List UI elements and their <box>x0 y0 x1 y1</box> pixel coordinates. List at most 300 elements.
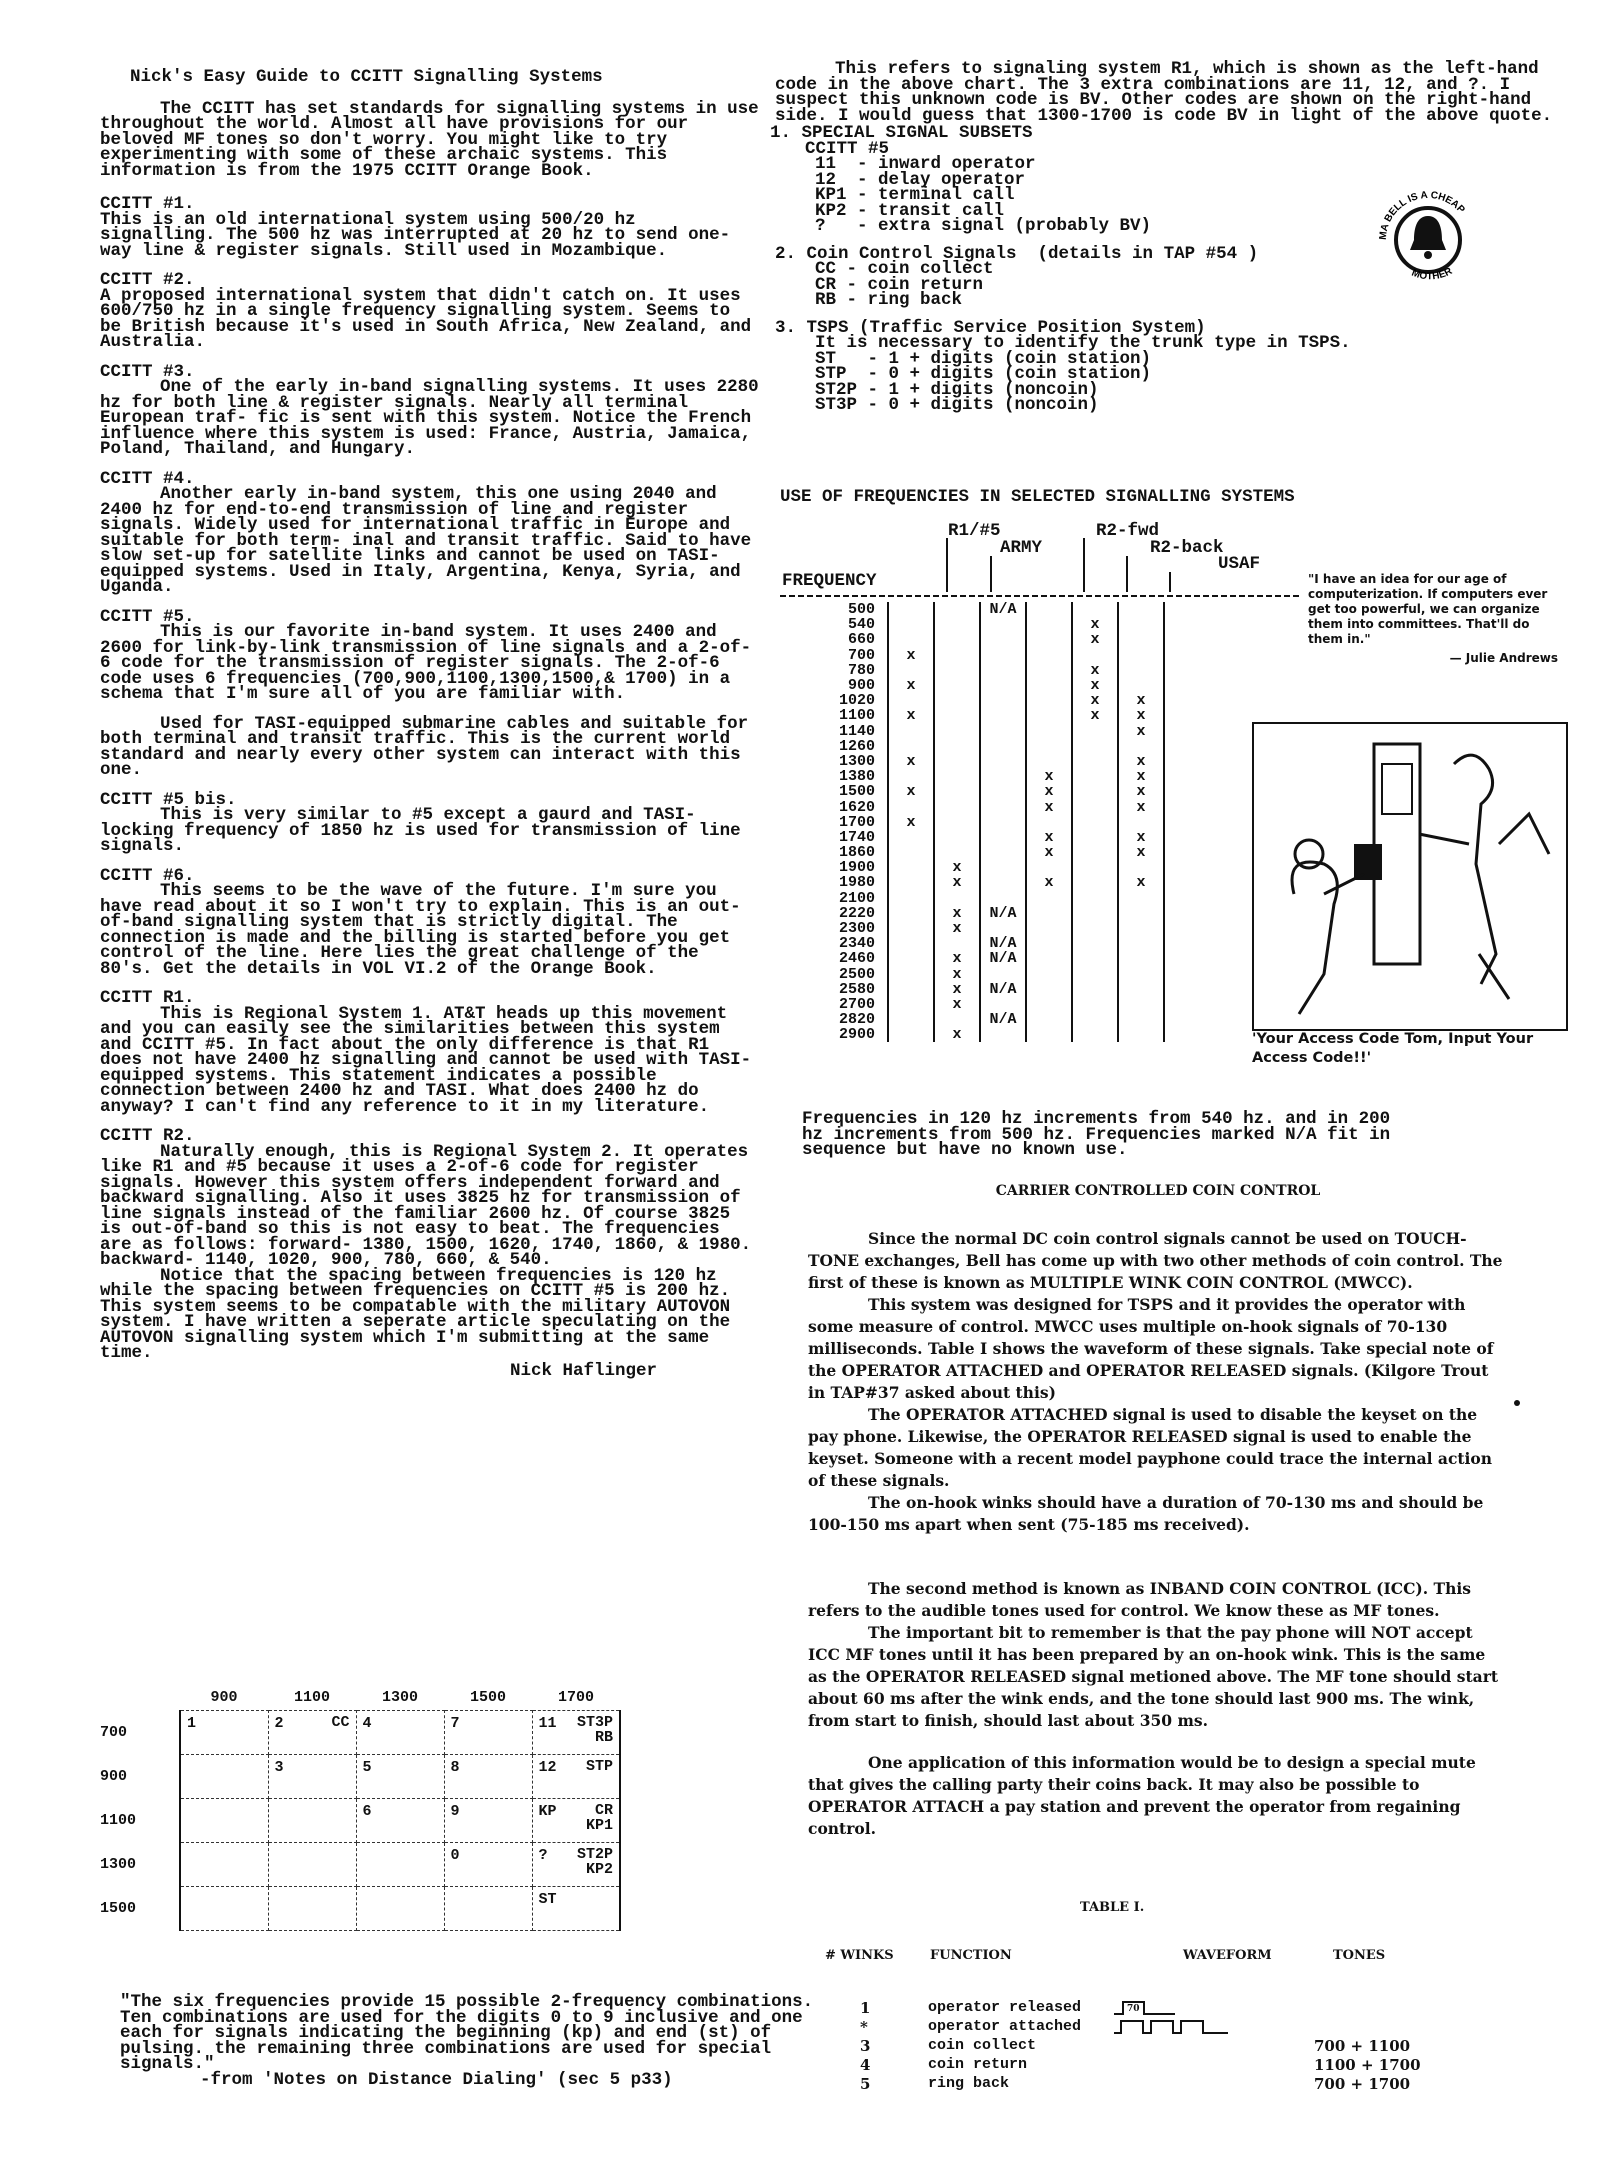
waveform <box>1114 2001 1314 2015</box>
grid-cell <box>356 1754 444 1798</box>
freq-row <box>780 754 1164 769</box>
freq-mark <box>1026 724 1072 739</box>
freq-mark <box>980 739 1026 754</box>
freq-mark <box>1072 830 1118 845</box>
freq-row <box>780 632 1164 647</box>
table-row <box>860 1998 1560 2017</box>
freq-mark <box>1072 648 1118 663</box>
grid-cell <box>444 1798 532 1842</box>
freq-mark <box>1072 724 1118 739</box>
freq-mark <box>1118 648 1164 663</box>
freq-mark <box>980 967 1026 982</box>
table-row <box>860 2074 1560 2093</box>
freq-mark: N/A <box>980 906 1026 921</box>
freq-mark <box>980 921 1026 936</box>
freq-mark: x <box>1026 845 1072 860</box>
logo-text-bottom: MOTHER <box>1409 265 1455 283</box>
freq-mark <box>1026 1012 1072 1027</box>
freq-mark <box>934 724 980 739</box>
julie-andrews-quote <box>1308 572 1558 666</box>
grid-row-700 <box>100 1710 620 1754</box>
freq-mark <box>1118 967 1164 982</box>
freq-value: 2300 <box>838 920 875 938</box>
freq-mark <box>1072 951 1118 966</box>
freq-value: 2340 <box>838 935 875 953</box>
winks-count: 3 <box>860 2036 871 2055</box>
tsps-signals <box>775 317 1555 415</box>
freq-mark <box>1118 860 1164 875</box>
grid-cell-code: 12 <box>538 1758 557 1776</box>
freq-mark: x <box>934 951 980 966</box>
freq-mark <box>1072 982 1118 997</box>
grid-cell <box>180 1710 268 1754</box>
winks-count: 4 <box>860 2055 871 2074</box>
freq-row <box>780 799 1164 814</box>
freq-mark: x <box>1118 769 1164 784</box>
grid-cell-extra: ST3P RB <box>576 1713 613 1746</box>
freq-mark: x <box>934 860 980 875</box>
ccc-paragraph: The on-hook winks should have a duration of 70-130 ms and should be 100-150 ms apart when sent (75-185 ms received). <box>808 1493 1484 1534</box>
section-heading: CCITT #1. <box>100 194 195 214</box>
freq-mark <box>980 860 1026 875</box>
freq-mark <box>1026 648 1072 663</box>
freq-mark <box>888 906 934 921</box>
freq-row <box>780 693 1164 708</box>
freq-mark <box>1118 632 1164 647</box>
grid-column-headers <box>100 1680 620 1710</box>
freq-mark <box>1072 1012 1118 1027</box>
freq-mark <box>888 1012 934 1027</box>
r1-intro: This refers to signaling system R1, which is shown as the left-hand code in the above chart. The 3 extra combinations are 11, 12, and ?. I suspect this unknown code is BV. Other codes are shown on the right-hand side. I would guess that 1300-1700 is code BV in light of the above quote. <box>775 59 1553 126</box>
freq-row <box>780 951 1164 966</box>
grid-cell <box>444 1710 532 1754</box>
freq-mark <box>1026 921 1072 936</box>
freq-mark: x <box>1118 845 1164 860</box>
subset-item: 11 - inward operator <box>815 154 1036 174</box>
freq-row <box>780 1012 1164 1027</box>
freq-mark <box>934 891 980 906</box>
cartoon-drawing <box>1254 724 1566 1029</box>
freq-mark <box>980 1027 1026 1042</box>
waveform <box>1114 2020 1314 2034</box>
freq-mark: x <box>1118 799 1164 814</box>
freq-mark <box>888 830 934 845</box>
freq-mark <box>1118 1012 1164 1027</box>
grid-cell <box>444 1842 532 1886</box>
footnote-quote <box>120 1992 840 2090</box>
freq-value: 2820 <box>838 1011 875 1029</box>
freq-value: 2460 <box>838 950 875 968</box>
freq-header-r1: R1/#5 <box>948 521 1001 541</box>
freq-value: 1620 <box>838 798 875 816</box>
freq-mark <box>1026 754 1072 769</box>
ccc-paragraph: Since the normal DC coin control signals cannot be used on TOUCH-TONE exchanges, Bell has come up with two other methods of coin control. The first of these is known as MULTIPLE WINK COIN CONTROL (MWCC). <box>808 1229 1503 1292</box>
freq-mark: N/A <box>980 602 1026 617</box>
freq-mark <box>1026 617 1072 632</box>
function-name: coin collect <box>928 2037 1037 2054</box>
freq-mark: x <box>888 648 934 663</box>
freq-mark <box>888 936 934 951</box>
freq-value: 900 <box>847 677 875 695</box>
wave-pulse: 70 <box>1122 2001 1145 2015</box>
subset-item: ? - extra signal (probably BV) <box>815 216 1152 236</box>
grid-cell <box>532 1886 620 1930</box>
grid-cell-code: 0 <box>450 1846 460 1864</box>
bell-icon <box>1368 180 1488 300</box>
freq-mark <box>934 754 980 769</box>
section-ccitt6 <box>100 865 760 979</box>
ccc-paragraph: The important bit to remember is that the pay phone will NOT accept ICC MF tones until it has been prepared by an on-hook wink. This is the same as the OPERATOR RELEASED signal metioned above. The MF tone should start about 60 ms after the wink ends, and the tone should last 900 ms. The wink, from start to finish, should last about 350 ms. <box>808 1623 1499 1730</box>
winks-count: 5 <box>860 2074 871 2093</box>
footnote-text: "The six frequencies provide 15 possible 2-frequency combinations. Ten combinations are used for the digits 0 to 9 inclusive and one each for signals indicating the beginning (kp) and end (st) of pulsing. the remaining three combinations are used for special signals." <box>120 1992 814 2074</box>
subset-item: KP1 - terminal call <box>815 185 1015 205</box>
freq-row <box>780 997 1164 1012</box>
freq-row <box>780 921 1164 936</box>
grid-row-1500 <box>100 1886 620 1930</box>
freq-mark: x <box>1026 799 1072 814</box>
section-body: This is Regional System 1. AT&T heads up this movement and you can easily see the similarities between this system and CCITT #5. In fact about the only difference is that R1 does not have 2400 hz signalling and cannot be used with TASI-equipped systems. This statement indicates a possible connection between 2400 hz and TASI. What does 2400 hz do anyway? I can't find any reference to it in my literature. <box>100 1003 752 1117</box>
freq-mark <box>1072 739 1118 754</box>
grid-row-900 <box>100 1754 620 1798</box>
freq-mark <box>1072 799 1118 814</box>
two-of-six-grid <box>100 1680 621 1931</box>
freq-mark <box>888 982 934 997</box>
freq-row <box>780 724 1164 739</box>
freq-mark <box>980 815 1026 830</box>
freq-mark <box>980 769 1026 784</box>
freq-row <box>780 982 1164 997</box>
wave-pulse <box>1180 2020 1204 2034</box>
freq-row <box>780 678 1164 693</box>
freq-mark <box>934 830 980 845</box>
freq-value: 1380 <box>838 768 875 786</box>
freq-mark <box>1118 982 1164 997</box>
freq-row <box>780 815 1164 830</box>
freq-mark: x <box>934 1027 980 1042</box>
freq-row <box>780 860 1164 875</box>
tsps-line: It is necessary to identify the trunk type in TSPS. <box>815 333 1351 353</box>
freq-mark <box>934 648 980 663</box>
section-ccitt1 <box>100 194 760 261</box>
freq-mark: x <box>1118 784 1164 799</box>
grid-cell <box>356 1710 444 1754</box>
freq-row <box>780 708 1164 723</box>
freq-mark: x <box>1072 617 1118 632</box>
grid-cell <box>356 1886 444 1930</box>
freq-mark: x <box>1118 708 1164 723</box>
freq-mark <box>1072 754 1118 769</box>
freq-mark <box>980 663 1026 678</box>
freq-value: 1700 <box>838 813 875 831</box>
freq-mark <box>1072 997 1118 1012</box>
grid-cell <box>356 1798 444 1842</box>
freq-mark <box>1118 663 1164 678</box>
freq-row <box>780 617 1164 632</box>
freq-mark <box>980 830 1026 845</box>
freq-mark: x <box>1118 875 1164 890</box>
grid-cell <box>180 1842 268 1886</box>
freq-mark: x <box>888 815 934 830</box>
freq-mark: x <box>1118 754 1164 769</box>
grid-cell-extra: ST2P KP2 <box>576 1845 613 1878</box>
freq-value: 1020 <box>838 692 875 710</box>
freq-mark <box>1072 845 1118 860</box>
freq-mark <box>980 845 1026 860</box>
grid-cell <box>532 1710 620 1754</box>
coin-item: CR - coin return <box>815 274 984 295</box>
freq-value: 1300 <box>838 752 875 770</box>
freq-mark: x <box>934 997 980 1012</box>
grid-cell-code: 2 <box>274 1714 284 1732</box>
section-heading: CCITT #5. <box>100 606 195 627</box>
grid-corner <box>100 1680 180 1710</box>
freq-row <box>780 602 1164 617</box>
freq-mark <box>1118 891 1164 906</box>
freq-mark <box>980 997 1026 1012</box>
grid-cell <box>268 1710 356 1754</box>
freq-mark <box>888 845 934 860</box>
freq-mark <box>1026 815 1072 830</box>
grid-cell <box>532 1842 620 1886</box>
freq-mark <box>980 708 1026 723</box>
table-header: # WINKS <box>825 1948 894 1963</box>
freq-value: 2700 <box>838 995 875 1013</box>
freq-note: Frequencies in 120 hz increments from 540 hz. and in 200 hz increments from 500 hz. Frequencies marked N/A fit in sequence but have no known use. <box>802 1109 1391 1160</box>
coin-heading: 2. Coin Control Signals (details in TAP #54 ) <box>775 243 1259 264</box>
freq-value: 1260 <box>838 737 875 755</box>
grid-col-header: 1700 <box>557 1688 594 1706</box>
freq-mark <box>1072 875 1118 890</box>
left-column <box>100 67 760 1381</box>
freq-mark: x <box>934 921 980 936</box>
freq-mark <box>934 708 980 723</box>
freq-mark <box>1072 906 1118 921</box>
freq-mark <box>1118 936 1164 951</box>
freq-mark <box>1118 815 1164 830</box>
freq-value: 1140 <box>838 722 875 740</box>
ccc-paragraph: One application of this information would be to design a special mute that gives the calling party their coins back. It may also be possible to OPERATOR ATTACH a pay station and prevent the operator from regaining control. <box>808 1753 1476 1838</box>
freq-mark <box>1026 1027 1072 1042</box>
wave-segment <box>1114 2001 1122 2015</box>
section-heading: CCITT #2. <box>100 270 195 290</box>
freq-mark: N/A <box>980 982 1026 997</box>
ccc-paragraph: This system was designed for TSPS and it provides the operator with some measure of control. MWCC uses multiple on-hook signals of 70-130 milliseconds. Table I shows the waveform of these signals. Take special note of the OPERATOR ATTACHED and OPERATOR RELEASED signals. (Kilgore Trout in TAP#37 asked about this) <box>808 1295 1494 1402</box>
freq-mark <box>888 739 934 754</box>
freq-mark <box>1118 997 1164 1012</box>
freq-mark: x <box>934 982 980 997</box>
table-row <box>860 2036 1560 2055</box>
freq-mark <box>934 617 980 632</box>
table-row <box>860 2017 1560 2036</box>
grid-row-header: 1300 <box>100 1855 137 1873</box>
quote-text: "I have an idea for our age of computerization. If computers ever get too powerful, we can organize them into committees. That'll do them in." <box>1308 572 1548 646</box>
grid-cell-code: 6 <box>362 1802 372 1820</box>
freq-mark <box>888 891 934 906</box>
grid-cell-code: 1 <box>187 1714 197 1732</box>
freq-mark <box>980 632 1026 647</box>
freq-row <box>780 663 1164 678</box>
frequency-table <box>780 602 1165 1042</box>
grid-col-header: 1100 <box>293 1688 330 1706</box>
freq-row <box>780 891 1164 906</box>
freq-value: 780 <box>847 661 875 679</box>
freq-mark <box>888 724 934 739</box>
grid-cell-code: 8 <box>450 1758 460 1776</box>
section-heading: CCITT #6. <box>100 865 195 886</box>
freq-mark <box>1072 769 1118 784</box>
tones: 1100 + 1700 <box>1314 2055 1421 2074</box>
freq-mark: x <box>1026 784 1072 799</box>
freq-value: 1860 <box>838 844 875 862</box>
grid-cell <box>444 1754 532 1798</box>
section-body: Another early in-band system, this one using 2040 and 2400 hz for end-to-end transmission of line and register signals. Widely used for international traffic in Europe and suitable for both term- inal and transit traffic. Said to have slow set-up for satellite links and cannot be used on TASI-equipped systems. Used in Italy, Argentina, Kenya, Syria, and Uganda. <box>100 484 752 597</box>
grid-cell <box>444 1886 532 1930</box>
freq-mark <box>888 860 934 875</box>
subset-item: KP2 - transit call <box>815 200 1005 221</box>
freq-row <box>780 967 1164 982</box>
freq-mark: x <box>1118 724 1164 739</box>
grid-row-header: 1500 <box>100 1899 137 1917</box>
freq-mark <box>1118 617 1164 632</box>
freq-mark <box>1072 860 1118 875</box>
table-row <box>860 2055 1560 2074</box>
freq-mark: x <box>1026 769 1072 784</box>
subsets-heading: 1. SPECIAL SIGNAL SUBSETS <box>770 123 1033 143</box>
subsets-subheading: CCITT #5 <box>805 138 890 159</box>
freq-mark: x <box>888 678 934 693</box>
grid-row-header: 1100 <box>100 1811 137 1829</box>
frequency-chart-title: USE OF FREQUENCIES IN SELECTED SIGNALLING SYSTEMS <box>780 487 1295 507</box>
grid-row-1100 <box>100 1798 620 1842</box>
freq-mark <box>980 648 1026 663</box>
freq-value: 500 <box>847 601 875 619</box>
tsps-item: ST - 1 + digits (coin station) <box>815 348 1152 369</box>
section-heading: CCITT #3. <box>100 361 195 382</box>
freq-mark <box>1118 906 1164 921</box>
freq-mark <box>934 799 980 814</box>
freq-header-lines <box>780 528 1300 598</box>
grid-cell-code: 11 <box>538 1714 557 1732</box>
freq-mark <box>1026 678 1072 693</box>
freq-mark <box>1026 708 1072 723</box>
freq-mark: x <box>1072 693 1118 708</box>
freq-mark <box>1026 936 1072 951</box>
quote-author: — Julie Andrews <box>1449 651 1558 665</box>
wave-pulse <box>1120 2020 1144 2034</box>
author-signature: Nick Haflinger <box>510 1360 658 1381</box>
grid-cell-code: 9 <box>450 1802 460 1820</box>
freq-mark <box>934 602 980 617</box>
freq-mark <box>980 678 1026 693</box>
grid-row-1300 <box>100 1842 620 1886</box>
freq-row <box>780 936 1164 951</box>
freq-mark <box>1118 678 1164 693</box>
freq-mark <box>888 1027 934 1042</box>
function-name: ring back <box>928 2075 1010 2092</box>
freq-mark <box>1026 860 1072 875</box>
freq-mark <box>888 951 934 966</box>
freq-value: 1980 <box>838 874 875 892</box>
freq-value: 1100 <box>838 707 875 725</box>
freq-mark: x <box>888 708 934 723</box>
freq-mark <box>1072 891 1118 906</box>
section-body: This seems to be the wave of the future. I'm sure you have read about it so I won't try to explain. This is an out-of-band signalling system that is strictly digital. The connection is made and the billing is started before you get control of the line. Here lies the great challenge of the 80's. Get the details in VOL VI.2 of the Orange Book. <box>100 881 741 979</box>
section-heading: CCITT R1. <box>100 988 195 1008</box>
freq-header-r2back: R2-back <box>1150 538 1224 558</box>
freq-mark <box>934 784 980 799</box>
freq-mark <box>980 784 1026 799</box>
freq-mark: x <box>934 967 980 982</box>
freq-mark <box>980 799 1026 814</box>
freq-label: FREQUENCY <box>782 571 877 591</box>
freq-mark <box>1118 921 1164 936</box>
freq-mark <box>934 1012 980 1027</box>
freq-mark <box>1118 951 1164 966</box>
freq-mark <box>934 936 980 951</box>
freq-mark <box>888 967 934 982</box>
grid-cell-code: 4 <box>362 1714 372 1732</box>
freq-value: 660 <box>847 631 875 649</box>
freq-mark <box>980 617 1026 632</box>
cartoon-caption: 'Your Access Code Tom, Input Your Access Code!!' <box>1252 1031 1534 1066</box>
grid-cell <box>268 1754 356 1798</box>
section-ccittr2 <box>100 1126 760 1363</box>
freq-mark <box>888 663 934 678</box>
freq-row <box>780 875 1164 890</box>
freq-value: 2100 <box>838 889 875 907</box>
freq-mark <box>934 693 980 708</box>
function-name: operator attached <box>928 2018 1082 2035</box>
freq-value: 1740 <box>838 828 875 846</box>
intro-paragraph: The CCITT has set standards for signalling systems in use throughout the world. Almost all have provisions for our beloved MF tones so don't worry. You might like to try experimenting with some of these archaic systems. This information is from the 1975 CCITT Orange Book. <box>100 98 759 181</box>
function-name: operator released <box>928 1999 1082 2016</box>
stray-dot <box>1514 1400 1520 1406</box>
table-header: FUNCTION <box>930 1948 1012 1963</box>
freq-header-r2fwd: R2-fwd <box>1096 521 1160 541</box>
tsps-item: STP - 0 + digits (coin station) <box>815 364 1152 384</box>
freq-mark <box>888 693 934 708</box>
freq-mark <box>888 602 934 617</box>
freq-mark <box>888 875 934 890</box>
wave-pulse <box>1150 2020 1174 2034</box>
grid-cell <box>356 1842 444 1886</box>
freq-header-usaf: USAF <box>1218 554 1261 574</box>
freq-mark <box>1026 739 1072 754</box>
freq-mark <box>1118 739 1164 754</box>
footnote-source: -from 'Notes on Distance Dialing' (sec 5 p33) <box>200 2069 673 2090</box>
winks-count: 1 <box>860 1998 871 2017</box>
freq-mark <box>888 617 934 632</box>
freq-mark <box>1072 921 1118 936</box>
freq-mark: x <box>1026 875 1072 890</box>
freq-mark <box>1026 967 1072 982</box>
ccc-title: CARRIER CONTROLLED COIN CONTROL <box>995 1183 1321 1199</box>
freq-mark <box>1026 906 1072 921</box>
freq-mark: x <box>1072 708 1118 723</box>
table-header: TONES <box>1333 1948 1386 1963</box>
grid-cell-code: 3 <box>274 1758 284 1776</box>
freq-mark <box>1026 693 1072 708</box>
freq-row <box>780 784 1164 799</box>
grid-cell <box>532 1754 620 1798</box>
grid-cell-code: KP <box>538 1802 557 1820</box>
grid-cell <box>268 1842 356 1886</box>
section-ccitt5 <box>100 606 760 780</box>
winks-count: * <box>860 2017 868 2036</box>
grid-cell-code: 5 <box>362 1758 372 1776</box>
freq-mark: x <box>934 875 980 890</box>
freq-value: 540 <box>847 616 875 634</box>
